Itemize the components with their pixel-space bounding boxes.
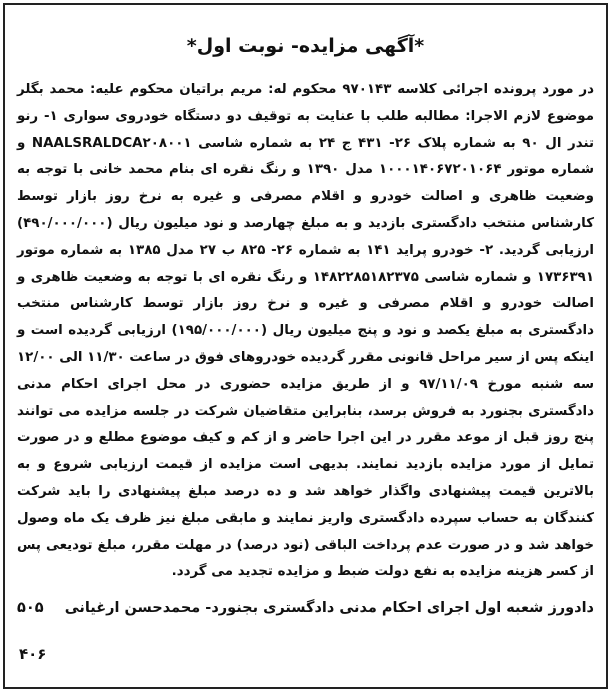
- notice-box: [3, 3, 608, 689]
- notice-number: ۴۰۶: [19, 645, 47, 663]
- notice-footer: [17, 600, 594, 616]
- notice-signature-code: ۵۰۵: [17, 600, 44, 616]
- notice-signature: دادورز شعبه اول اجرای احکام مدنی دادگستری بجنورد- محمدحسن ارغیانی: [64, 600, 594, 616]
- notice-body-text: در مورد پرونده اجرائی کلاسه ۹۷۰۱۴۳ محکوم له: مریم براتیان محکوم علیه: محمد بگلر موضوع لازم الاجرا: مطالبه طلب با عنایت به توقیف دو دستگاه خودروی سواری ۱- رنو تندر ال ۹۰ به شماره پلاک ۲۶- ۴۳۱ ج ۲۴ به شماره شاسی NAALSRALDCA۲۰۸۰۰۱ و شماره موتور ۱۰۰۰۱۴۰۶۷۲۰۱۰۶۴ مدل ۱۳۹۰ و رنگ نقره ای بنام محمد خانی با توجه به وضعیت ظاهری و اصالت خودرو و اقلام مصرفی و غیره به نرخ روز بازار توسط کارشناس منتخب دادگستری بازدید و به مبلغ چهارصد و نود میلیون ریال (۴۹۰/۰۰۰/۰۰۰) ارزیابی گردید. ۲- خودرو پراید ۱۴۱ به شماره ۲۶- ۸۲۵ ب ۲۷ مدل ۱۳۸۵ به شماره موتور ۱۷۳۶۳۹۱ و شماره شاسی ۱۴۸۲۲۸۵۱۸۲۳۷۵ و رنگ نقره ای با توجه به وضعیت ظاهری و اصالت خودرو و اقلام مصرفی و غیره و نرخ روز بازار توسط کارشناس منتخب دادگستری به مبلغ یکصد و نود و پنج میلیون ریال (۱۹۵/۰۰۰/۰۰۰) ارزیابی گردیده است و اینکه پس از سیر مراحل قانونی مقرر گردیده خودروهای فوق در ساعت ۱۱/۳۰ الی ۱۲/۰۰ سه شنبه مورخ ۹۷/۱۱/۰۹ و از طریق مزایده حضوری در محل اجرای احکام مدنی دادگستری بجنورد به فروش برسد، بنابراین متقاضیان شرکت در جلسه مزایده می توانند پنج روز قبل از موعد مقرر در این اجرا حاضر و از کم و کیف موضوع مطلع و در صورت تمایل از مورد مزایده بازدید نمایند. بدیهی است مزایده از قیمت ارزیابی شروع و به بالاترین قیمت پیشنهادی واگذار خواهد شد و ده درصد مبلغ پیشنهادی را باید شرکت کنندگان به حساب سپرده دادگستری واریز نمایند و مابقی مبلغ نیز ظرف یک ماه وصول خواهد شد و در صورت عدم پرداخت الباقی (نود درصد) در مهلت مقرر، مبلغ تودیعی پس از کسر هزینه مزایده به نفع دولت ضبط و مزایده تجدید می گردد.: [17, 82, 595, 580]
- notice-body: [17, 77, 594, 586]
- notice-title: *آگهی مزایده- نوبت اول*: [186, 35, 425, 57]
